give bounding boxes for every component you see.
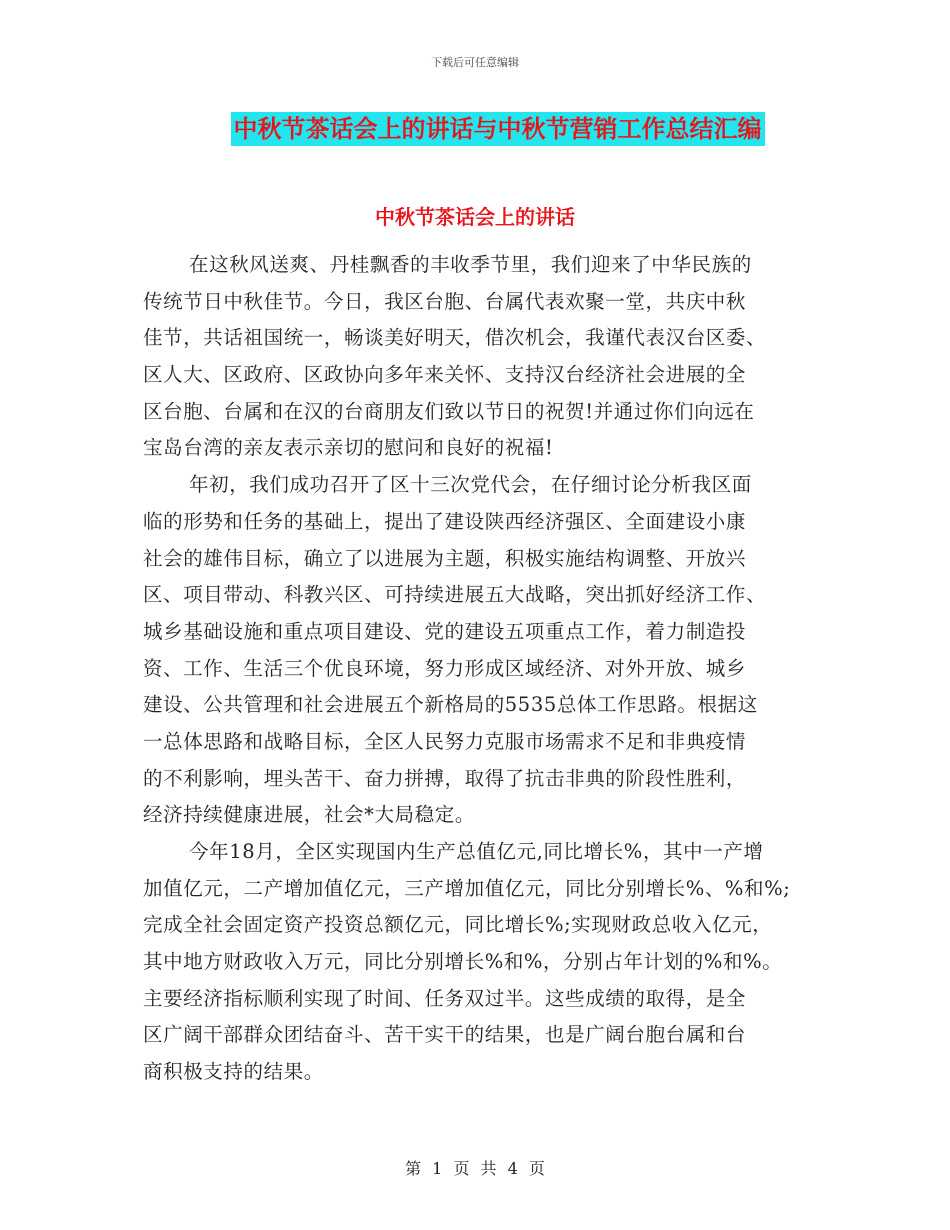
paragraph-line: 年初，我们成功召开了区十三次党代会，在仔细讨论分析我区面 [189, 473, 752, 497]
section-title: 中秋节茶话会上的讲话 [375, 205, 575, 229]
paragraph-line: 社会的雄伟目标，确立了以进展为主题，积极实施结构调整、开放兴 [143, 546, 747, 570]
paragraph-line: 其中地方财政收入万元，同比分别增长%和%，分别占年计划的%和%。 [143, 950, 783, 974]
paragraph-line: 宝岛台湾的亲友表示亲切的慰问和良好的祝福! [143, 436, 554, 460]
paragraph-line: 建设、公共管理和社会进展五个新格局的5535总体工作思路。根据这 [143, 693, 758, 717]
document-body [143, 247, 815, 1091]
paragraph-line: 城乡基础设施和重点项目建设、党的建设五项重点工作，着力制造投 [143, 619, 747, 643]
paragraph-line: 区台胞、台属和在汉的台商朋友们致以节日的祝贺!并通过你们向远在 [143, 399, 755, 423]
paragraph-line: 加值亿元，二产增加值亿元，三产增加值亿元，同比分别增长%、%和%; [143, 876, 791, 900]
paragraph-line: 完成全社会固定资产投资总额亿元，同比增长%;实现财政总收入亿元， [143, 913, 773, 937]
paragraph-line: 临的形势和任务的基础上，提出了建设陕西经济强区、全面建设小康 [143, 509, 747, 533]
page-header-note: 下载后可任意编辑 [431, 56, 519, 69]
paragraph-line: 一总体思路和战略目标，全区人民努力克服市场需求不足和非典疫情 [143, 729, 747, 753]
main-title-container [0, 112, 950, 146]
paragraph-line: 商积极支持的结果。 [143, 1060, 324, 1084]
paragraph-line: 区人大、区政府、区政协向多年来关怀、支持汉台经济社会进展的全 [143, 363, 747, 387]
paragraph-line: 区广阔干部群众团结奋斗、苦干实干的结果，也是广阔台胞台属和台 [143, 1023, 747, 1047]
paragraph-line: 今年18月，全区实现国内生产总值亿元,同比增长%，其中一产增 [189, 840, 764, 863]
paragraph-line: 传统节日中秋佳节。今日，我区台胞、台属代表欢聚一堂，共庆中秋 [143, 289, 747, 313]
paragraph-line: 的不利影响，埋头苦干、奋力拼搏，取得了抗击非典的阶段性胜利， [143, 766, 747, 790]
paragraph-line: 资、工作、生活三个优良环境，努力形成区域经济、对外开放、城乡 [143, 656, 747, 680]
page-number: 第 1 页 共 4 页 [405, 1159, 545, 1178]
paragraph-line: 经济持续健康进展，社会*大局稳定。 [143, 803, 475, 827]
paragraph-line: 佳节，共话祖国统一，畅谈美好明天，借次机会，我谨代表汉台区委、 [143, 326, 767, 350]
paragraph-line: 在这秋风送爽、丹桂飘香的丰收季节里，我们迎来了中华民族的 [189, 253, 752, 276]
paragraph-line: 主要经济指标顺利实现了时间、任务双过半。这些成绩的取得，是全 [143, 986, 747, 1010]
paragraph-line: 区、项目带动、科教兴区、可持续进展五大战略，突出抓好经济工作、 [143, 583, 767, 607]
document-main-title: 中秋节茶话会上的讲话与中秋节营销工作总结汇编 [231, 112, 765, 146]
